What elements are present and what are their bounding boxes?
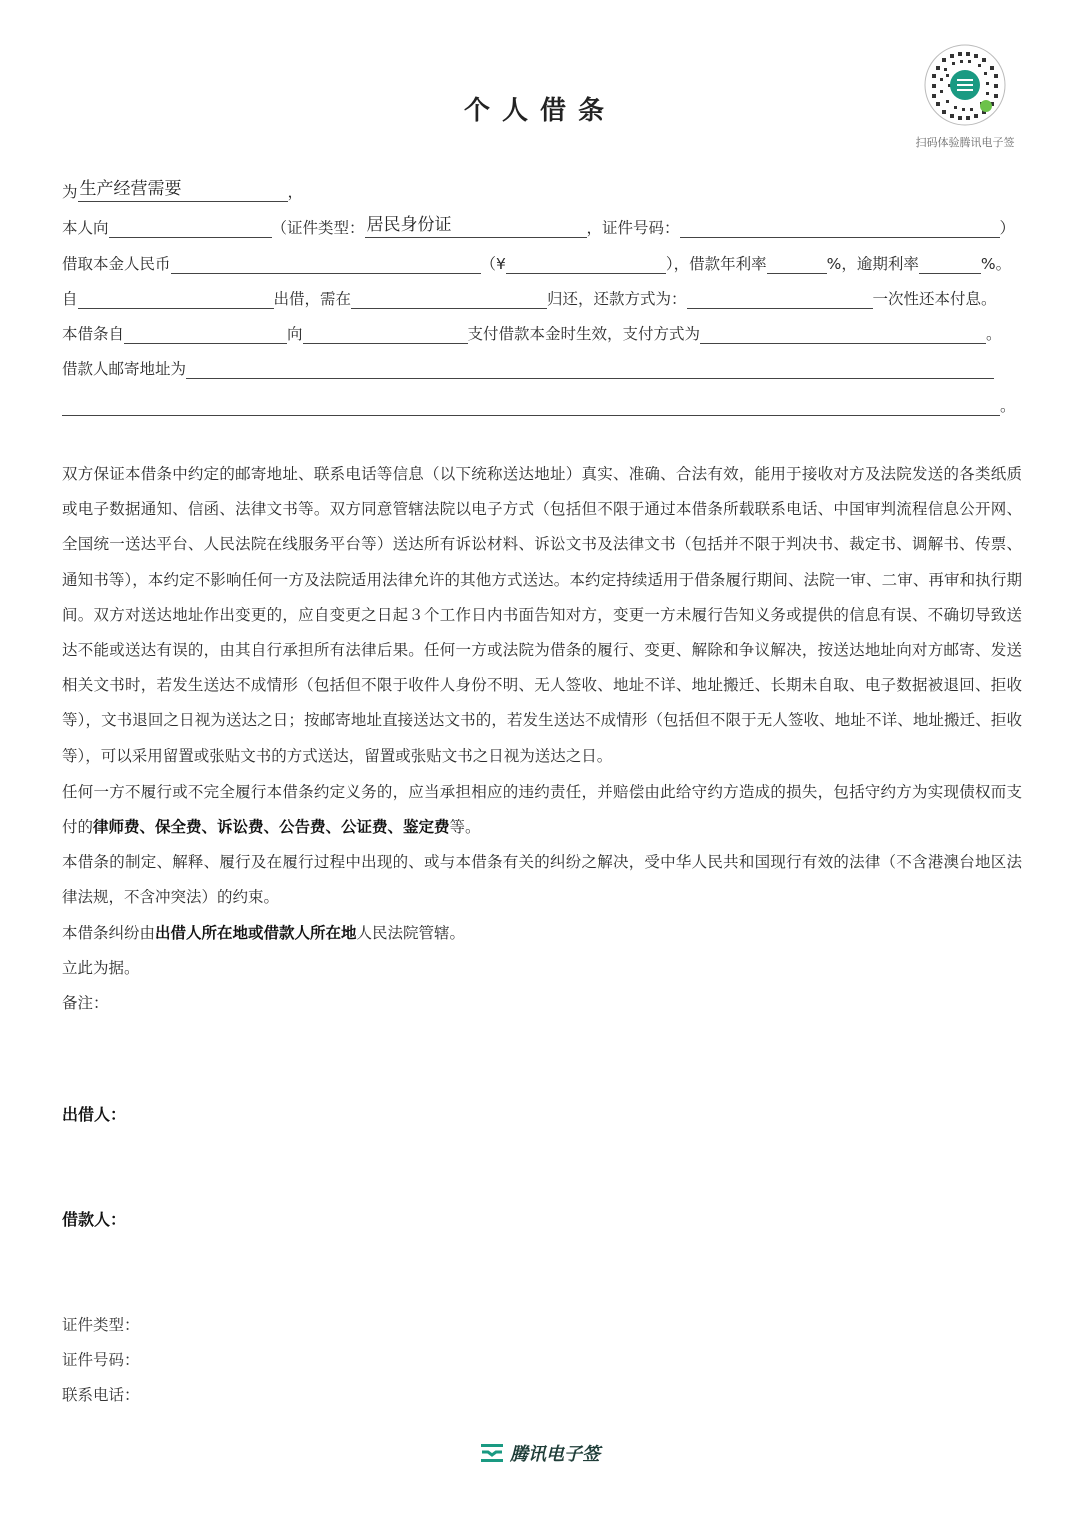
- annual-rate-field[interactable]: [767, 254, 827, 274]
- amount-line: [62, 254, 1011, 274]
- amount-number-field[interactable]: [506, 254, 666, 274]
- effective-label: 本借条自: [62, 325, 125, 343]
- liability-text: 任何一方不履行或不完全履行本借条约定义务的，应当承担相应的违约责任，并赔偿由此给守约方造成的损失，包括守约方为实现债权而支付的: [62, 783, 1022, 837]
- id-type-info: 证件类型：: [62, 1316, 140, 1334]
- footer-logo: [0, 1440, 1080, 1468]
- purpose-suffix: ，: [287, 183, 304, 201]
- id-type-value: 居民身份证: [366, 215, 452, 235]
- qr-code-block[interactable]: [905, 44, 1025, 150]
- purpose-prefix: 为: [62, 183, 78, 201]
- id-number-field[interactable]: [680, 218, 1000, 238]
- address-field-2[interactable]: [62, 396, 1000, 416]
- payment-method-field[interactable]: [700, 324, 986, 344]
- id-type-field[interactable]: [365, 215, 587, 238]
- liability-fees: 律师费、保全费、诉讼费、公告费、公证费、鉴定费: [93, 818, 450, 837]
- line3-end: %。: [980, 255, 1012, 273]
- repay-method-label: 归还，还款方式为：: [547, 290, 687, 308]
- repay-method-end: 一次性还本付息。: [872, 290, 997, 308]
- lend-label: 出借，需在: [273, 290, 352, 308]
- lender-label: 本人向: [62, 219, 109, 237]
- id-number-info: 证件号码：: [62, 1351, 140, 1369]
- overdue-rate-field[interactable]: [919, 254, 981, 274]
- jurisdiction-court: 出借人所在地或借款人所在地: [155, 924, 357, 942]
- jurisdiction-end: 人民法院管辖。: [356, 924, 466, 942]
- governing-law-clause: 本借条的制定、解释、履行及在履行过程中出现的、或与本借条有关的纠纷之解决，受中华人民共和国现行有效的法律（不含港澳台地区法律法规，不含冲突法）的约束。: [62, 853, 1022, 907]
- witness-statement: 立此为据。: [62, 959, 140, 977]
- effective-line: [62, 324, 1002, 344]
- remarks-label: 备注：: [62, 994, 109, 1012]
- jurisdiction-clause: [62, 916, 1022, 951]
- to-label: 向: [287, 325, 303, 343]
- id-number-label: ，证件号码：: [586, 219, 680, 237]
- amount-label: 借取本金人民币: [62, 255, 171, 273]
- amount-words-field[interactable]: [171, 254, 481, 274]
- phone-info: 联系电话：: [62, 1386, 140, 1404]
- payment-method-label: 支付借款本金时生效，支付方式为: [467, 325, 701, 343]
- address-field[interactable]: [186, 359, 994, 379]
- tencent-esign-logo-icon: [480, 1442, 504, 1464]
- footer-brand: 腾讯电子签: [510, 1444, 600, 1465]
- line2-close: ）: [999, 219, 1016, 237]
- qr-caption: 扫码体验腾讯电子签: [915, 136, 1015, 149]
- line5-end: 。: [986, 325, 1002, 343]
- address-line: [62, 359, 994, 379]
- address-label: 借款人邮寄地址为: [62, 360, 187, 378]
- purpose-field[interactable]: [78, 179, 288, 202]
- liability-end: 等。: [449, 818, 481, 837]
- jurisdiction-text: 本借条纠纷由: [62, 924, 156, 942]
- service-address-clause: 双方保证本借条中约定的邮寄地址、联系电话等信息（以下统称送达地址）真实、准确、合法有效，能用于接收对方及法院发送的各类纸质或电子数据通知、信函、法律文书等。双方同意管辖法院以电子方式（包括但不限于通过本借条所载联系电话、中国审判流程信息公开网、全国统一送达平台、人民法院在线服务平台等）送达所有诉讼材料、诉讼文书及法律文书（包括并不限于判决书、裁定书、调解书、传票、通知书等），本约定不影响任何一方及法院适用法律允许的其他方式送达。本约定持续适用于借条履行期间、法院一审、二审、再审和执行期间。双方对送达地址作出变更的，应自变更之日起３个工作日内书面告知对方，变更一方未履行告知义务或提供的信息有误、不确切导致送达不能或送达有误的，由其自行承担所有法律后果。任何一方或法院为借条的履行、变更、解除和争议解决，按送达地址向对方邮寄、发送相关文书时，若发生送达不成情形（包括但不限于收件人身份不明、无人签收、地址不详、地址搬迁、长期未自取、电子数据被退回、拒收等），文书退回之日视为送达之日；按邮寄地址直接送达文书的，若发生送达不成情形（包括但不限于无人签收、地址不详、地址搬迁、拒收等），可以采用留置或张贴文书的方式送达，留置或张贴文书之日视为送达之日。: [62, 465, 1022, 765]
- document-title: 个人借条: [463, 96, 616, 126]
- qr-code-icon[interactable]: [924, 44, 1006, 126]
- lender-line: [62, 215, 1016, 238]
- purpose-line: [62, 179, 304, 202]
- start-date-field[interactable]: [78, 289, 274, 309]
- period-from-label: 自: [62, 290, 78, 308]
- liability-clause: [62, 775, 1022, 845]
- address-line-2: [62, 396, 1016, 416]
- payee-field[interactable]: [303, 324, 468, 344]
- line7-end: 。: [1000, 397, 1016, 415]
- payer-field[interactable]: [124, 324, 287, 344]
- annual-rate-label: ），借款年利率: [665, 255, 767, 273]
- purpose-value: 生产经营需要: [79, 179, 182, 199]
- borrower-signature-label[interactable]: 借款人：: [62, 1210, 127, 1229]
- lender-name-field[interactable]: [109, 218, 272, 238]
- due-date-field[interactable]: [351, 289, 547, 309]
- repay-method-field[interactable]: [687, 289, 873, 309]
- amount-yen-label: （¥: [480, 255, 506, 273]
- overdue-rate-label: %，逾期利率: [826, 255, 919, 273]
- period-line: [62, 289, 997, 309]
- id-type-label: （证件类型：: [271, 219, 365, 237]
- lender-signature-label[interactable]: 出借人：: [62, 1105, 127, 1124]
